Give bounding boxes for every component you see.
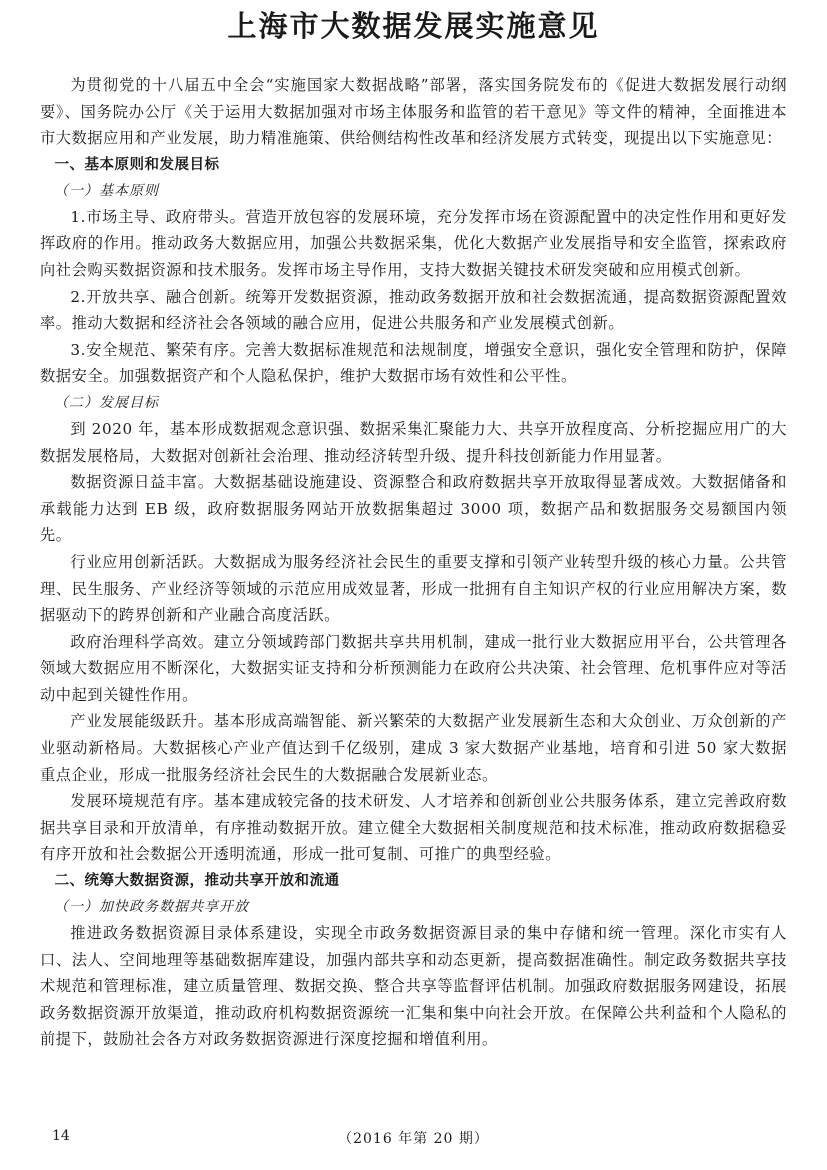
paragraph-goal-2020: 到 2020 年，基本形成数据观念意识强、数据采集汇聚能力大、共享开放程度高、分析挖掘应用广的大数据发展格局，大数据对创新社会治理、推动经济转型升级、提升科技创新能力作用显著。 xyxy=(40,419,787,465)
subsection-heading-development-goals: （二）发展目标 xyxy=(54,394,159,411)
page-footer xyxy=(0,1128,827,1150)
paragraph-data-resources: 数据资源日益丰富。大数据基础设施建设、资源整合和政府数据共享开放取得显著成效。大数据储备和承载能力达到 EB 级，政府数据服务网站开放数据集超过 3000 项，数据产品和数据服务交易额国内领先。 xyxy=(40,473,787,545)
paragraph-principle-1: 1.市场主导、政府带头。营造开放包容的发展环境，充分发挥市场在资源配置中的决定性作用和更好发挥政府的作用。推动政务大数据应用，加强公共数据采集，优化大数据产业发展指导和安全监管，探索政府向社会购买数据资源和技术服务。发挥市场主导作用，支持大数据关键技术研发突破和应用模式创新。 xyxy=(40,207,787,279)
intro-paragraph: 为贯彻党的十八届五中全会“实施国家大数据战略”部署，落实国务院发布的《促进大数据发展行动纲要》、国务院办公厅《关于运用大数据加强对市场主体服务和监管的若干意见》等文件的精神，全面推进本市大数据应用和产业发展，助力精准施策、供给侧结构性改革和经济发展方式转变，现提出以下实施意见： xyxy=(40,76,787,148)
paragraph-industry-development: 产业发展能级跃升。基本形成高端智能、新兴繁荣的大数据产业发展新生态和大众创业、万众创新的产业驱动新格局。大数据核心产业产值达到千亿级别，建成 3 家大数据产业基地，培育和引进 50 家大数据重点企业，形成一批服务经济社会民生的大数据融合发展新业态。 xyxy=(40,712,787,784)
page-number: 14 xyxy=(52,1128,70,1144)
paragraph-development-environment: 发展环境规范有序。基本建成较完备的技术研发、人才培养和创新创业公共服务体系，建立完善政府数据共享目录和开放清单，有序推动数据开放。建立健全大数据相关制度规范和技术标准，推动政府数据稳妥有序开放和社会数据公开透明流通，形成一批可复制、可推广的典型经验。 xyxy=(40,792,787,864)
paragraph-principle-2: 2.开放共享、融合创新。统筹开发数据资源，推动政务数据开放和社会数据流通，提高数据资源配置效率。推动大数据和经济社会各领域的融合应用，促进公共服务和产业发展模式创新。 xyxy=(40,287,787,333)
document-title: 上海市大数据发展实施意见 xyxy=(227,9,600,43)
subsection-heading-data-sharing: （一）加快政务数据共享开放 xyxy=(54,899,249,916)
section-heading-1: 一、基本原则和发展目标 xyxy=(54,156,220,173)
section-heading-2: 二、统筹大数据资源，推动共享开放和流通 xyxy=(54,873,340,890)
paragraph-principle-3: 3.安全规范、繁荣有序。完善大数据标准规范和法规制度，增强安全意识，强化安全管理和防护，保障数据安全。加强数据资产和个人隐私保护，维护大数据市场有效性和公平性。 xyxy=(40,340,787,386)
paragraph-data-sharing: 推进政务数据资源目录体系建设，实现全市政务数据资源目录的集中存储和统一管理。深化市实有人口、法人、空间地理等基础数据库建设，加强内部共享和动态更新，提高数据准确性。制定政务数据共享技术规范和管理标准，建立质量管理、数据交换、整合共享等监督评估机制。加强政府数据服务网建设，拓展政务数据资源开放渠道，推动政府机构数据资源统一汇集和集中向社会开放。在保障公共利益和个人隐私的前提下，鼓励社会各方对政务数据资源进行深度挖掘和增值利用。 xyxy=(40,924,787,1049)
subsection-heading-basic-principles: （一）基本原则 xyxy=(54,182,159,199)
paragraph-industry-applications: 行业应用创新活跃。大数据成为服务经济社会民生的重要支撑和引领产业转型升级的核心力量。公共管理、民生服务、产业经济等领域的示范应用成效显著，形成一批拥有自主知识产权的行业应用解决方案，数据驱动下的跨界创新和产业融合高度活跃。 xyxy=(40,552,787,625)
paragraph-government-governance: 政府治理科学高效。建立分领域跨部门数据共享共用机制，建成一批行业大数据应用平台，公共管理各领域大数据应用不断深化，大数据实证支持和分析预测能力在政府公共决策、社会管理、危机事件应对等活动中起到关键性作用。 xyxy=(40,632,787,704)
issue-label: （2016 年第 20 期） xyxy=(338,1131,489,1147)
